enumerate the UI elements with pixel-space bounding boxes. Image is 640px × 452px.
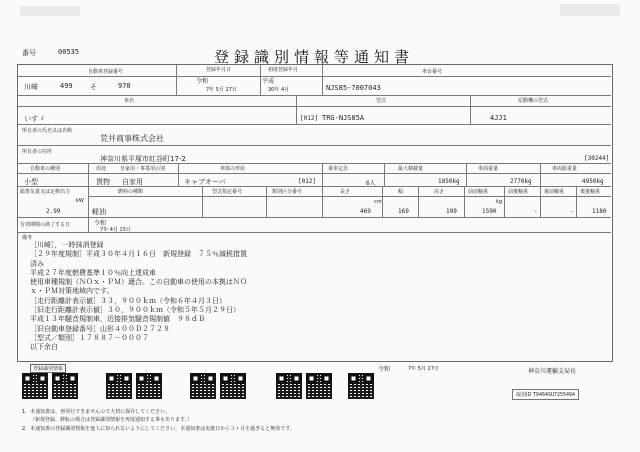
- remarks-line: ［型式／類別］１７８８７－０００７: [30, 333, 149, 342]
- chassis-label: 車台番号: [422, 69, 443, 75]
- qr-code: [348, 373, 374, 399]
- remarks-line: 済み: [30, 259, 44, 268]
- remarks-line: ［川崎］，一時抹消登録: [30, 241, 104, 249]
- number-label: 番号: [22, 49, 36, 57]
- reg-era: 令和: [196, 78, 209, 85]
- qr-code: [106, 373, 132, 399]
- cancel-id-label: 取消ID: [516, 392, 532, 398]
- dims-typeno-label: 型式指定番号: [212, 189, 243, 195]
- spec-gross-label: 車両総重量: [552, 166, 578, 172]
- dims-width: 169: [398, 208, 409, 215]
- qr-code: [276, 373, 302, 399]
- dims-height-label: 高さ: [434, 189, 445, 195]
- issue-date: 7年 5月 27日: [408, 366, 439, 372]
- remarks-label: 備考: [22, 235, 33, 241]
- address-value: 神奈川県平塚市紅谷町17-2: [100, 155, 186, 163]
- spec-weight-label: 車両重量: [478, 166, 499, 172]
- spec-body-code: [012]: [298, 178, 317, 185]
- spec-private-label: 自家用・事業用の別: [120, 166, 166, 172]
- maker-value: いすゞ: [24, 115, 45, 123]
- dims-frontaxle-label: 前前軸重: [468, 189, 489, 195]
- dims-front-rear: -: [534, 208, 538, 215]
- owner-value: 荒井商事株式会社: [100, 134, 164, 143]
- type-label: 型式: [376, 98, 387, 104]
- plate-number: 970: [118, 82, 131, 90]
- engine-value: 4JJ1: [490, 114, 507, 122]
- first-date: 30年 4月: [268, 87, 290, 93]
- address-label: 所有者の住所: [22, 149, 53, 155]
- expiry-date: 7年 4月 15日: [100, 227, 131, 233]
- note-1b: （新規登録、移転の場合は登録識別情報を再度通知する事もあります。）: [30, 417, 193, 423]
- spec-maxload-label: 最大積載量: [398, 166, 424, 172]
- spec-private: 自家用: [122, 178, 143, 186]
- qr-code: [220, 373, 246, 399]
- office-name: 神奈川運輸支局長: [528, 368, 577, 375]
- remarks-line: ［旧自動車登録番号］山形４００Ｄ２７２８: [30, 324, 170, 333]
- remarks-line: ［旧走行距離計表示値］３０，９００ｋｍ（令和５年５月２９日）: [30, 306, 240, 315]
- owner-label: 所有者の氏名又は名称: [22, 128, 73, 134]
- dims-rearrear-label: 後後軸重: [580, 189, 601, 195]
- scan-smudge: [560, 4, 620, 16]
- dims-unit-cm: cm: [374, 199, 382, 205]
- type-value: TRG-NJS85A: [322, 114, 365, 122]
- spec-capacity: 6人: [366, 180, 376, 187]
- remarks-line: 平成１３年騒音規制車，近接排気騒音規制値 ９８ｄＢ: [30, 315, 205, 324]
- dims-fuel: 軽油: [92, 208, 106, 216]
- plate-region: 川崎: [24, 83, 38, 91]
- qr-code: [52, 373, 78, 399]
- qr-code: [136, 373, 162, 399]
- plate-kana: そ: [90, 83, 97, 91]
- cancel-id-box: [512, 389, 579, 400]
- dims-length: 469: [360, 208, 371, 215]
- qr-code: [22, 373, 48, 399]
- spec-body-label: 車体の形状: [220, 166, 246, 172]
- remarks-line: 以下余白: [30, 343, 58, 352]
- spec-gross: 4950kg: [582, 178, 604, 185]
- dims-rear-front: -: [570, 208, 574, 215]
- qr-label: 登録識別情報: [30, 364, 66, 373]
- dims-fuel-label: 燃料の種類: [118, 189, 144, 195]
- remarks-line: 使用車種規制（ＮＯｘ・ＰＭ）適合。この自動車の使用の本拠はＮＯ: [30, 278, 247, 287]
- first-era: 平成: [262, 78, 275, 85]
- spec-kind-label: 自動車の種別: [30, 166, 61, 172]
- remarks-line: 平成２７年度燃費基準１０％向上達成車: [30, 268, 156, 277]
- spec-capacity-label: 乗車定員: [328, 166, 349, 172]
- spec-kind: 小型: [24, 178, 38, 186]
- cancel-id-value: T9464SU7255494: [532, 392, 576, 398]
- dims-length-label: 長さ: [340, 189, 351, 195]
- first-reg-sub: 初度登録年月: [268, 67, 299, 73]
- expiry-era: 令和: [94, 220, 107, 227]
- remarks-block: [30, 241, 247, 353]
- chassis-value: NJS85-7007043: [326, 84, 381, 92]
- dims-front-axle: 1590: [482, 208, 497, 215]
- note-1: 1．本通知書は、再発行できませんので大切に保存してください。: [22, 409, 171, 415]
- engine-label: 原動機の型式: [518, 98, 549, 104]
- spec-weight: 2770kg: [510, 178, 532, 185]
- dims-classno-label: 類別区分番号: [272, 189, 303, 195]
- spec-use-label: 用途: [96, 166, 107, 172]
- remarks-line: ［２９年度規制］平成３０年４月１６日 新規登録 ７５％減税措置: [30, 250, 247, 259]
- maker-label: 車名: [124, 98, 135, 104]
- dims-displacement-label: 総排気量又は定格出力: [20, 189, 71, 195]
- note-2: 2．本通知書の登録識別情報を他人に知られないようにしてください。本通知書は実施日から３ヶ月を過ぎると無効です。: [22, 426, 295, 432]
- dims-rearfront-label: 後前軸重: [544, 189, 565, 195]
- dims-width-label: 幅: [398, 189, 404, 195]
- number-value: 00535: [58, 48, 80, 56]
- page-title: 登録識別情報等通知書: [214, 48, 415, 66]
- remarks-line: ｘ・ＰＭ対策地域内です。: [30, 287, 114, 296]
- address-code: [30244]: [584, 155, 610, 162]
- qr-code: [306, 373, 332, 399]
- scan-smudge: [20, 6, 80, 16]
- dims-displacement: 2.99: [46, 208, 61, 215]
- type-code: [012]: [300, 115, 319, 122]
- dims-rear-rear: 1180: [592, 208, 607, 215]
- spec-maxload: 1850kg: [438, 178, 460, 185]
- dims-height: 199: [446, 208, 457, 215]
- spec-use: 貨物: [96, 178, 110, 186]
- first-reg-label: 登録年月日: [206, 67, 232, 73]
- remarks-line: ［走行距離計表示値］３３，９００ｋｍ（令和６年４月３日）: [30, 296, 226, 305]
- dims-unit-kg: kg: [496, 199, 503, 205]
- issue-era: 令和: [378, 366, 391, 373]
- reg-no-label: 自動車登録番号: [88, 69, 124, 75]
- dims-frontrear-label: 前後軸重: [508, 189, 529, 195]
- spec-body: キャブオーバ: [184, 178, 226, 186]
- plate-class: 499: [60, 82, 73, 90]
- qr-code: [190, 373, 216, 399]
- expiry-label: 有効期間の満了する日: [20, 222, 71, 228]
- dims-displacement-unit: kW: [76, 198, 84, 204]
- reg-date: 7年 5月 27日: [206, 87, 237, 93]
